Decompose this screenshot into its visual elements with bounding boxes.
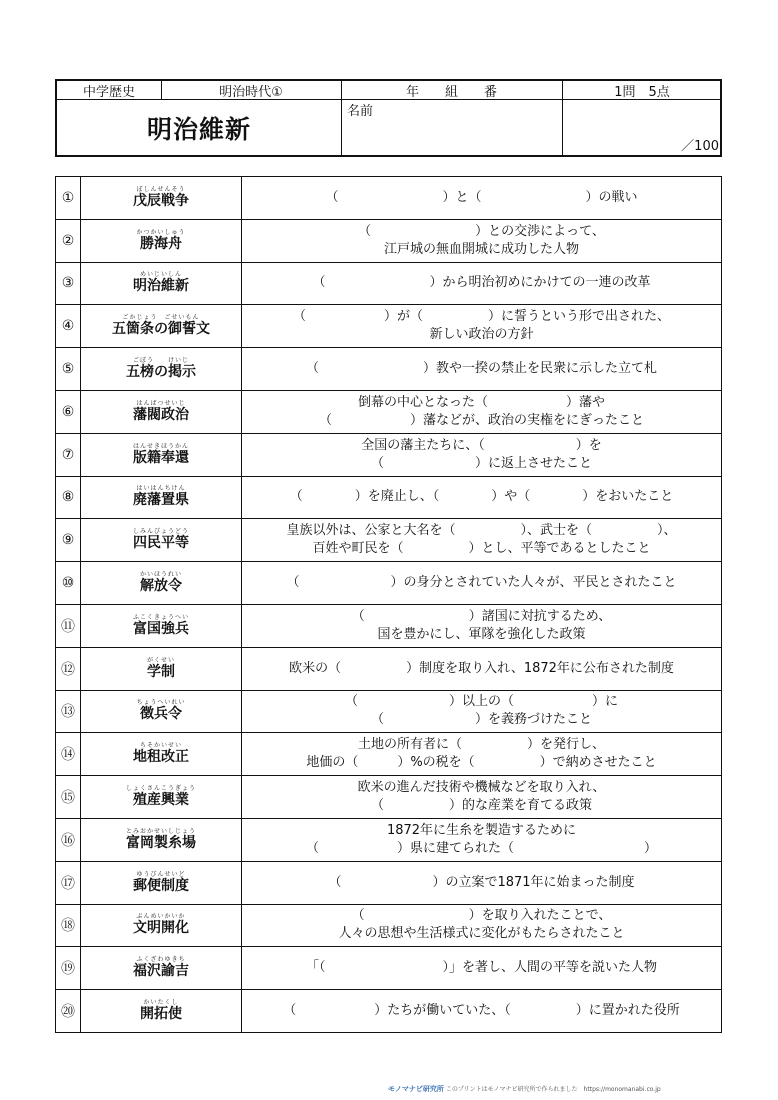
description-cell[interactable]: 土地の所有者に（ ）を発行し、 地価の（ ）%の税を（ ）で納めさせたこと — [242, 733, 722, 776]
footer-text: このプリントはモノマナビ研究所で作られました https://monomanabi.co.jp — [445, 1086, 661, 1093]
question-row — [56, 348, 722, 391]
term-name: 廃藩置県 — [133, 492, 189, 509]
term-name: 戊辰戦争 — [133, 192, 189, 209]
points-label: 1問 5点 — [614, 84, 670, 100]
description-cell[interactable]: （ ）たちが働いていた、（ ）に置かれた役所 — [242, 990, 722, 1033]
class-number-field[interactable]: 年 組 番 — [405, 84, 497, 100]
question-row — [56, 262, 722, 305]
question-row — [56, 562, 722, 605]
description-cell[interactable]: （ ）との交渉によって、 江戸城の無血開城に成功した人物 — [242, 219, 722, 262]
term-reading: ゆうびんせいど — [136, 870, 186, 878]
description-cell[interactable]: （ ）を取り入れたことで、 人々の思想や生活様式に変化がもたらされたこと — [242, 904, 722, 947]
question-row — [56, 177, 722, 220]
term-reading: がくせい — [146, 656, 175, 664]
term-reading: はいはんちけん — [136, 485, 186, 493]
question-number: ⑨ — [56, 519, 81, 562]
term-name: 富国強兵 — [133, 620, 189, 637]
term-cell — [81, 305, 242, 348]
description-cell[interactable]: 皇族以外は、公家と大名を（ ）、武士を（ ）、 百姓や町民を（ ）とし、平等であるとしたこと — [242, 519, 722, 562]
question-row — [56, 733, 722, 776]
question-row — [56, 861, 722, 904]
question-row — [56, 947, 722, 990]
question-number: ⑦ — [56, 433, 81, 476]
term-reading: ごぼう けいじ — [132, 357, 189, 365]
term-cell — [81, 177, 242, 220]
term-cell — [81, 519, 242, 562]
term-cell — [81, 433, 242, 476]
description-cell[interactable]: （ ）以上の（ ）に （ ）を義務づけたこと — [242, 690, 722, 733]
question-row — [56, 476, 722, 519]
question-rows — [56, 177, 722, 1033]
question-number: ⑭ — [56, 733, 81, 776]
term-cell — [81, 476, 242, 519]
term-cell — [81, 904, 242, 947]
term-reading: ぶんめいかいか — [136, 913, 186, 921]
question-row — [56, 604, 722, 647]
term-name: 藩閥政治 — [133, 406, 189, 423]
term-reading: ごかじょう ごせいもん — [122, 314, 200, 322]
question-row — [56, 647, 722, 690]
term-reading: はんばつせいじ — [136, 399, 186, 407]
footer — [388, 1084, 661, 1094]
term-reading: しょくさんこうぎょう — [125, 785, 196, 793]
description-cell[interactable]: （ ）から明治初めにかけての一連の改革 — [242, 262, 722, 305]
term-reading: かいたくし — [143, 999, 179, 1007]
question-number: ⑰ — [56, 861, 81, 904]
question-number: ② — [56, 219, 81, 262]
term-cell — [81, 262, 242, 305]
question-number: ⑥ — [56, 390, 81, 433]
term-reading: はんせきほうかん — [132, 442, 189, 450]
description-cell[interactable]: 「（ ）」を著し、人間の平等を説いた人物 — [242, 947, 722, 990]
term-cell — [81, 219, 242, 262]
term-reading: かつかいしゅう — [136, 228, 186, 236]
question-row — [56, 776, 722, 819]
term-cell — [81, 818, 242, 861]
term-reading: ちょうへいれい — [136, 699, 186, 707]
question-number: ⑯ — [56, 818, 81, 861]
question-row — [56, 390, 722, 433]
question-row — [56, 219, 722, 262]
term-name: 文明開化 — [133, 920, 189, 937]
question-number: ③ — [56, 262, 81, 305]
question-row — [56, 904, 722, 947]
term-name: 学制 — [147, 663, 175, 680]
question-number: ⑫ — [56, 647, 81, 690]
description-cell[interactable]: （ ）諸国に対抗するため、 国を豊かにし、軍隊を強化した政策 — [242, 604, 722, 647]
question-row — [56, 990, 722, 1033]
term-reading: ふこくきょうへい — [132, 613, 189, 621]
footer-brand: モノマナビ研究所 — [388, 1085, 444, 1093]
description-cell[interactable]: （ ）教や一揆の禁止を民衆に示した立て札 — [242, 348, 722, 391]
question-number: ⑧ — [56, 476, 81, 519]
question-number: ⑮ — [56, 776, 81, 819]
term-cell — [81, 733, 242, 776]
description-cell[interactable]: 欧米の進んだ技術や機械などを取り入れ、 （ ）的な産業を育てる政策 — [242, 776, 722, 819]
description-cell[interactable]: 欧米の（ ）制度を取り入れ、1872年に公布された制度 — [242, 647, 722, 690]
term-cell — [81, 776, 242, 819]
question-row — [56, 519, 722, 562]
description-cell[interactable]: （ ）の身分とされていた人々が、平民とされたこと — [242, 562, 722, 605]
description-cell[interactable]: 倒幕の中心となった（ ）藩や （ ）藩などが、政治の実権をにぎったこと — [242, 390, 722, 433]
description-cell[interactable]: 1872年に生糸を製造するために （ ）県に建てられた（ ） — [242, 818, 722, 861]
term-reading: ぼしんせんそう — [136, 185, 186, 193]
question-row — [56, 305, 722, 348]
header-box — [55, 79, 722, 157]
term-reading: しみんびょうどう — [132, 528, 189, 536]
term-cell — [81, 690, 242, 733]
term-name: 解放令 — [140, 578, 182, 595]
question-number: ⑪ — [56, 604, 81, 647]
description-cell[interactable]: （ ）が（ ）に誓うという形で出された、 新しい政治の方針 — [242, 305, 722, 348]
description-cell[interactable]: （ ）を廃止し、（ ）や（ ）をおいたこと — [242, 476, 722, 519]
question-number: ⑩ — [56, 562, 81, 605]
question-table — [55, 176, 722, 1033]
term-name: 明治維新 — [133, 278, 189, 295]
description-cell[interactable]: （ ）の立案で1871年に始まった制度 — [242, 861, 722, 904]
term-name: 四民平等 — [133, 535, 189, 552]
term-reading: かいほうれい — [139, 571, 182, 579]
question-number: ⑤ — [56, 348, 81, 391]
term-name: 版籍奉還 — [133, 449, 189, 466]
term-cell — [81, 604, 242, 647]
term-cell — [81, 562, 242, 605]
description-cell[interactable]: （ ）と（ ）の戦い — [242, 177, 722, 220]
term-name: 勝海舟 — [140, 235, 182, 252]
question-number: ⑱ — [56, 904, 81, 947]
question-row — [56, 433, 722, 476]
term-cell — [81, 861, 242, 904]
name-label: 名前 — [347, 103, 374, 119]
term-name: 五箇条の御誓文 — [112, 321, 210, 338]
question-row — [56, 690, 722, 733]
question-number: ⑬ — [56, 690, 81, 733]
term-reading: ちそかいせい — [139, 742, 182, 750]
term-name: 富岡製糸場 — [126, 834, 196, 851]
term-cell — [81, 947, 242, 990]
term-reading: ふくざわゆきち — [136, 956, 186, 964]
term-name: 五榜の掲示 — [126, 364, 196, 381]
term-cell — [81, 390, 242, 433]
question-row — [56, 818, 722, 861]
term-reading: めいじいしん — [139, 271, 182, 279]
term-name: 福沢諭吉 — [133, 963, 189, 980]
score-total: ／100 — [681, 138, 719, 154]
term-cell — [81, 348, 242, 391]
question-number: ① — [56, 177, 81, 220]
worksheet-title: 明治維新 — [146, 115, 251, 144]
question-number: ④ — [56, 305, 81, 348]
question-number: ⑲ — [56, 947, 81, 990]
term-name: 地租改正 — [133, 749, 189, 766]
term-name: 殖産興業 — [133, 792, 189, 809]
unit-label: 明治時代① — [219, 84, 283, 100]
term-name: 徴兵令 — [140, 706, 182, 723]
subject-label: 中学歴史 — [82, 84, 135, 100]
term-name: 郵便制度 — [133, 877, 189, 894]
term-cell — [81, 647, 242, 690]
term-cell — [81, 990, 242, 1033]
term-reading: とみおかせいしじょう — [125, 827, 196, 835]
description-cell[interactable]: 全国の藩主たちに、（ ）を （ ）に返上させたこと — [242, 433, 722, 476]
term-name: 開拓使 — [140, 1006, 182, 1023]
question-number: ⑳ — [56, 990, 81, 1033]
